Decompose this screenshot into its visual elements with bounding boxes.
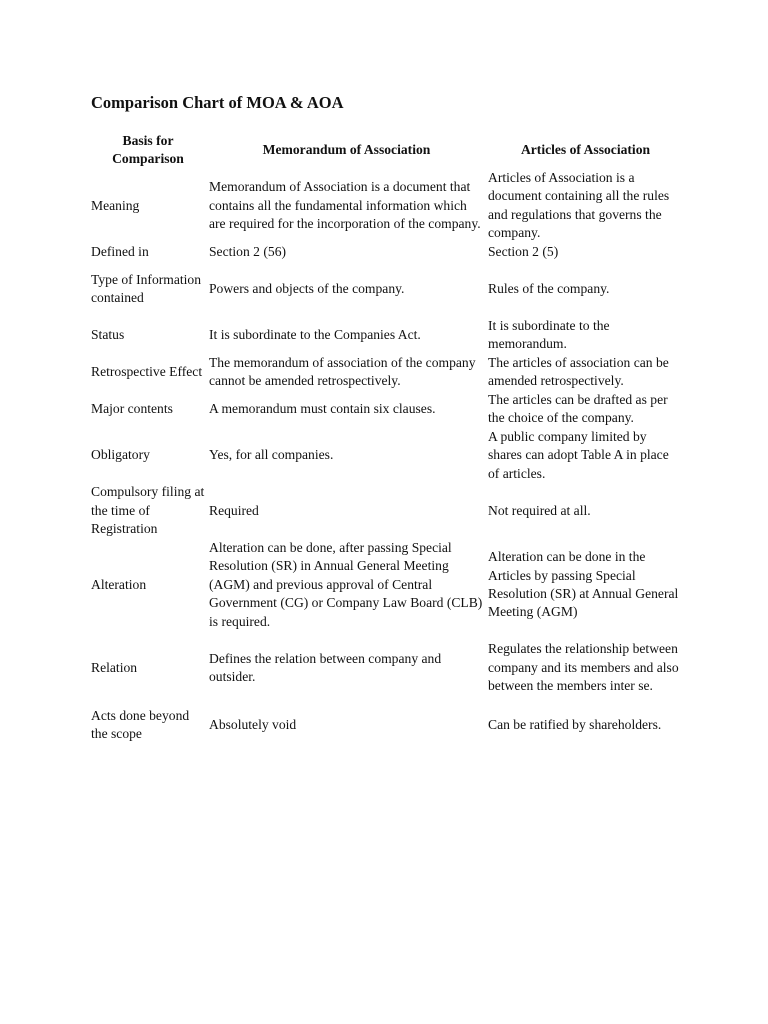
basis-cell: Major contents xyxy=(91,401,173,417)
basis-cell: Acts done beyond the scope xyxy=(91,707,190,742)
moa-cell: Required xyxy=(209,502,259,518)
basis-cell: Meaning xyxy=(91,197,140,213)
moa-cell: A memorandum must contain six clauses. xyxy=(209,401,436,417)
basis-cell: Type of Information contained xyxy=(91,271,202,306)
aoa-cell: It is subordinate to the memorandum. xyxy=(488,317,610,352)
header-aoa: Articles of Association xyxy=(520,142,651,158)
table-row xyxy=(89,539,685,631)
moa-cell: Absolutely void xyxy=(209,716,297,732)
document-title: Comparison Chart of MOA & AOA xyxy=(91,93,344,112)
aoa-cell: Alteration can be done in the Articles by passing Special Resolution (SR) at Annual General Meeting (AGM) xyxy=(488,549,679,620)
basis-cell: Compulsory filing at the time of Registration xyxy=(91,484,205,537)
aoa-cell: The articles of association can be amended retrospectively. xyxy=(488,354,669,389)
table-row xyxy=(89,483,685,539)
basis-cell: Relation xyxy=(91,659,138,675)
moa-cell: Defines the relation between company and outsider. xyxy=(209,650,442,685)
basis-cell: Status xyxy=(91,327,125,343)
moa-cell: Section 2 (56) xyxy=(209,244,287,260)
basis-cell: Defined in xyxy=(91,244,149,260)
basis-cell: Alteration xyxy=(91,576,147,592)
aoa-cell: The articles can be drafted as per the choice of the company. xyxy=(488,391,668,426)
table-row xyxy=(89,428,685,483)
basis-cell: Retrospective Effect xyxy=(91,364,203,380)
table-row xyxy=(89,262,685,317)
header-moa: Memorandum of Association xyxy=(262,142,431,158)
basis-cell: Obligatory xyxy=(91,447,150,463)
aoa-cell: Not required at all. xyxy=(488,502,591,518)
table-header-row xyxy=(89,132,685,169)
moa-cell: Memorandum of Association is a document that contains all the fundamental information which are required for the incorporation of the company. xyxy=(209,179,481,232)
table-row xyxy=(89,169,685,243)
aoa-cell: Regulates the relationship between company and its members and also between the members inter se. xyxy=(488,641,679,694)
table-row xyxy=(89,354,685,391)
aoa-cell: Section 2 (5) xyxy=(488,244,559,260)
table-row xyxy=(89,243,685,262)
moa-cell: The memorandum of association of the company cannot be amended retrospectively. xyxy=(209,354,476,389)
aoa-cell: A public company limited by shares can adopt Table A in place of articles. xyxy=(488,428,669,481)
moa-cell: It is subordinate to the Companies Act. xyxy=(209,327,421,343)
table-row xyxy=(89,705,685,745)
moa-cell: Powers and objects of the company. xyxy=(209,281,405,297)
moa-cell: Alteration can be done, after passing Special Resolution (SR) in Annual General Meeting (AGM) and previous approval of Central Government (CG) or Company Law Board (CLB) is required. xyxy=(209,540,483,629)
table-row xyxy=(89,391,685,428)
table-row xyxy=(89,317,685,354)
aoa-cell: Can be ratified by shareholders. xyxy=(488,716,662,732)
aoa-cell: Articles of Association is a document containing all the rules and regulations that governs the company. xyxy=(488,170,670,241)
comparison-table xyxy=(89,132,685,745)
aoa-cell: Rules of the company. xyxy=(488,281,610,297)
table-row xyxy=(89,631,685,705)
header-basis: Basis for Comparison xyxy=(112,133,184,167)
moa-cell: Yes, for all companies. xyxy=(209,447,334,463)
